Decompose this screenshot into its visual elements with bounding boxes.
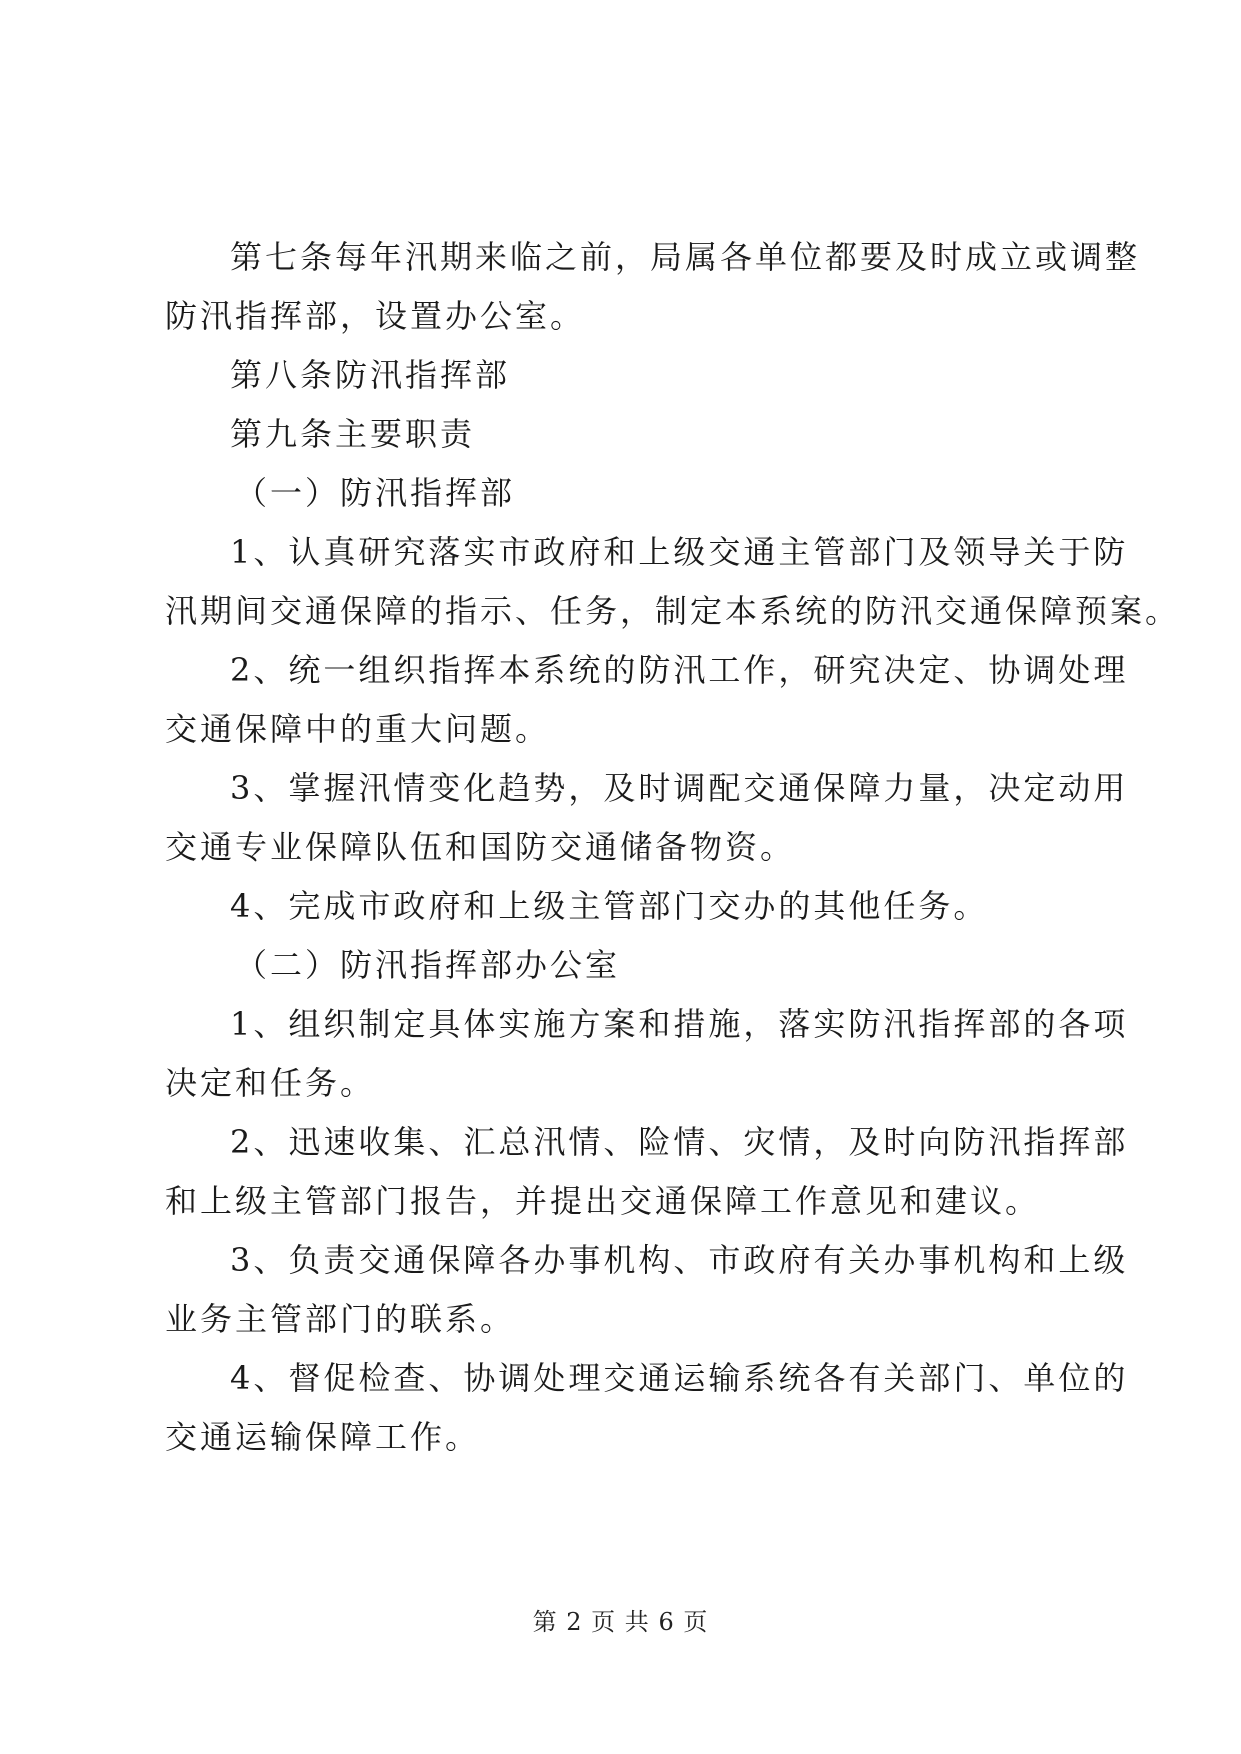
section-2-item-4-line-2: 交通运输保障工作。 [165,1418,481,1456]
section-2-item-3-line-1: 3、负责交通保障各办事机构、市政府有关办事机构和上级 [230,1241,1129,1279]
article-9-heading: 第九条主要职责 [230,415,476,453]
section-1-heading: （一）防汛指挥部 [235,474,516,512]
section-1-item-1-line-2: 汛期间交通保障的指示、任务，制定本系统的防汛交通保障预案。 [165,592,1181,630]
section-1-item-3-line-1: 3、掌握汛情变化趋势，及时调配交通保障力量，决定动用 [230,769,1129,807]
article-8-heading: 第八条防汛指挥部 [230,356,511,394]
section-1-item-1-line-1: 1、认真研究落实市政府和上级交通主管部门及领导关于防 [230,533,1129,571]
article-7-line-1: 第七条每年汛期来临之前，局属各单位都要及时成立或调整 [230,238,1141,276]
section-2-heading: （二）防汛指挥部办公室 [235,946,621,984]
section-2-item-1-line-1: 1、组织制定具体实施方案和措施，落实防汛指挥部的各项 [230,1005,1129,1043]
section-2-item-1-line-2: 决定和任务。 [165,1064,376,1102]
section-2-item-2-line-2: 和上级主管部门报告，并提出交通保障工作意见和建议。 [165,1182,1041,1220]
article-7-line-2: 防汛指挥部，设置办公室。 [165,297,586,335]
section-2-item-4-line-1: 4、督促检查、协调处理交通运输系统各有关部门、单位的 [230,1359,1129,1397]
section-1-item-4: 4、完成市政府和上级主管部门交办的其他任务。 [230,887,989,925]
section-1-item-2-line-1: 2、统一组织指挥本系统的防汛工作，研究决定、协调处理 [230,651,1129,689]
page-number-footer: 第 2 页 共 6 页 [532,1608,709,1636]
section-2-item-3-line-2: 业务主管部门的联系。 [165,1300,516,1338]
document-body [165,228,1181,1467]
section-2-item-2-line-1: 2、迅速收集、汇总汛情、险情、灾情，及时向防汛指挥部 [230,1123,1129,1161]
section-1-item-2-line-2: 交通保障中的重大问题。 [165,710,551,748]
section-1-item-3-line-2: 交通专业保障队伍和国防交通储备物资。 [165,828,796,866]
